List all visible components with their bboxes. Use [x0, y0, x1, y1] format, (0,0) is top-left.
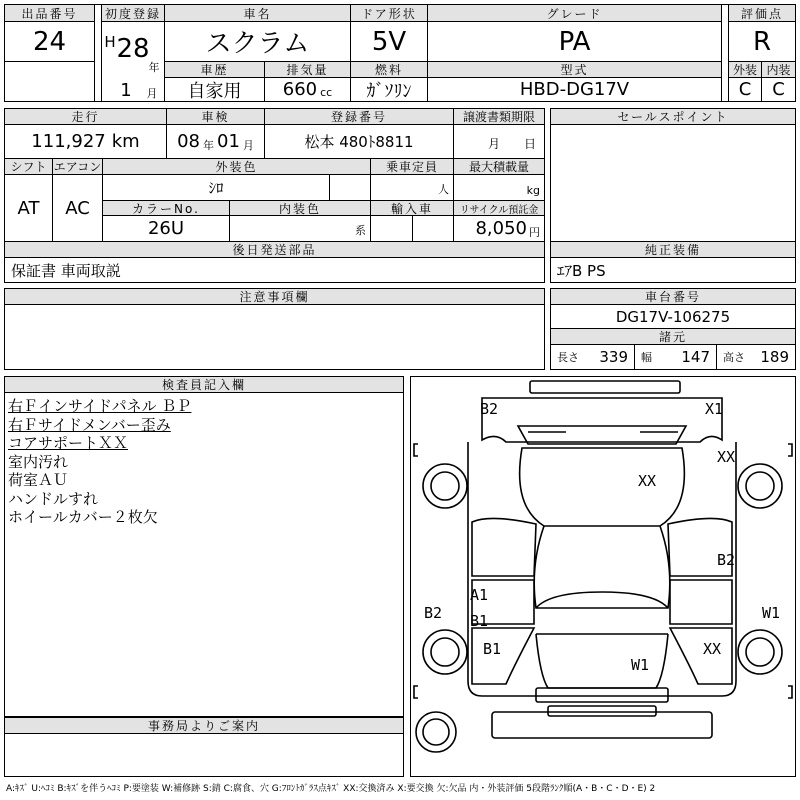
lot-no-label: 出品番号 [5, 5, 95, 22]
inspector-line: ホイールカバー２枚欠 [8, 508, 158, 526]
displacement: 660 [282, 79, 318, 100]
first-reg-label: 初度登録 [101, 5, 165, 22]
displacement-cell [265, 78, 351, 101]
inspector-label: 検査員記入欄 [5, 377, 403, 393]
import-cell [371, 216, 413, 241]
shift: AT [5, 175, 53, 241]
dims-label: 諸元 [551, 329, 795, 345]
later-parts-label: 後日発送部品 [5, 242, 544, 258]
color-no: 26U [103, 216, 230, 241]
door-label: ドア形状 [351, 5, 428, 22]
capacity-label: 乗車定員 [371, 159, 454, 175]
legend: A:ｷｽﾞ U:ﾍｺﾐ B:ｷｽﾞを伴うﾍｺﾐ P:要塗装 W:補修跡 S:錆 C:腐食、穴 G:ﾌﾛﾝﾄｶﾞﾗｽ点ｷｽﾞ XX:交換済み X:要交換 欠:欠品 内・外装評価 5段階ﾗﾝｸ順(A・B・C・D・E) 2 [6, 784, 656, 794]
exterior: C [728, 78, 762, 101]
inspector-notes [8, 397, 191, 527]
equipment: ｴｱB PS [557, 261, 606, 280]
displacement-unit: cc [320, 86, 333, 99]
sales-label: セールスポイント [551, 109, 795, 125]
mileage-label: 走行 [5, 109, 167, 125]
car-name: スクラム [165, 22, 351, 62]
damage-label: A1 [470, 586, 489, 604]
model-label: 型式 [428, 62, 722, 78]
damage-label: XX [638, 472, 657, 490]
height: 189 [760, 348, 789, 366]
length: 339 [599, 348, 628, 366]
notes-label: 注意事項欄 [5, 289, 544, 305]
inspector-line: コアサポートＸＸ [8, 434, 129, 452]
damage-label: W1 [762, 604, 781, 622]
width-cell [635, 345, 717, 369]
grade: PA [428, 22, 722, 62]
fuel-label: 燃料 [351, 62, 428, 78]
displacement-label: 排気量 [265, 62, 351, 78]
ext-color: ｼﾛ [103, 175, 330, 201]
mileage: 111,927 [31, 131, 106, 152]
chassis-no: DG17V-106275 [551, 305, 795, 329]
transfer-day: 日 [523, 137, 536, 151]
month: 1 [120, 79, 132, 101]
score: R [728, 22, 795, 62]
recycle-label: リサイクル預託金 [454, 201, 544, 216]
damage-label: W1 [631, 656, 650, 674]
lot-no: 24 [5, 22, 95, 62]
recycle-unit: 円 [529, 225, 540, 239]
car-name-label: 車名 [165, 5, 351, 22]
era: H [104, 33, 116, 51]
int-color-unit: 系 [230, 216, 371, 241]
recycle: 8,050 [475, 218, 527, 239]
width-label: 幅 [641, 351, 652, 364]
history: 自家用 [165, 78, 265, 101]
damage-label: B2 [717, 551, 736, 569]
mileage-cell [5, 125, 167, 159]
import-cell-2 [413, 216, 454, 241]
color-no-label: カラーNo. [103, 201, 230, 216]
inspector-line: ハンドルすれ [8, 489, 99, 508]
sales-block [550, 108, 796, 242]
chassis-label: 車台番号 [551, 289, 795, 305]
inspector-line: 室内汚れ [8, 452, 69, 471]
ext-color-label: 外装色 [103, 159, 371, 175]
damage-label: B2 [480, 400, 499, 418]
damage-label: B1 [483, 640, 502, 658]
damage-label: X1 [705, 400, 724, 418]
transfer-label: 譲渡書類期限 [454, 109, 544, 125]
fuel: ｶﾞｿﾘﾝ [351, 78, 428, 101]
reg-label: 登録番号 [265, 109, 454, 125]
office-label: 事務局よりご案内 [5, 718, 403, 734]
grade-label: グレード [428, 5, 722, 22]
year-unit: 年 [148, 61, 160, 74]
score-label: 評価点 [728, 5, 795, 22]
ac-label: エアコン [53, 160, 102, 174]
car-diagram [410, 376, 796, 777]
year: 28 [116, 34, 150, 64]
lot-no-blank [5, 62, 95, 101]
mileage-unit: km [111, 131, 140, 152]
inspection-label: 車検 [167, 109, 265, 125]
inspection-year-unit: 年 [203, 138, 214, 152]
capacity-unit: 人 [371, 175, 454, 201]
recycle-cell [454, 216, 544, 241]
inspection-month-unit: 月 [242, 138, 254, 152]
later-parts: 保証書 車両取説 [11, 261, 121, 280]
history-label: 車歴 [165, 62, 265, 78]
damage-label: B2 [424, 604, 443, 622]
inspection-year: 08 [177, 131, 200, 152]
inspector-line: 右Ｆインサイドパネル ＢＰ [8, 397, 192, 415]
door: 5V [351, 22, 428, 62]
month-unit: 月 [146, 87, 158, 100]
max-load-unit: kg [454, 175, 544, 201]
transfer-cell [454, 125, 544, 159]
transfer-month: 月 [487, 137, 500, 151]
shift-label: シフト [5, 159, 53, 175]
height-label: 高さ [723, 351, 745, 364]
damage-label: XX [703, 640, 722, 658]
damage-label: B1 [470, 612, 489, 630]
ac: AC [53, 175, 103, 241]
inspection-cell [167, 125, 265, 159]
reg-no: 松本 480ﾄ8811 [265, 125, 454, 159]
interior-label: 内装 [762, 62, 795, 78]
width: 147 [681, 348, 710, 366]
inspector-line: 右Ｆサイドメンバー歪み [8, 415, 171, 434]
max-load-label: 最大積載量 [454, 159, 544, 175]
inspector-line: 荷室ＡＵ [8, 471, 69, 489]
int-color-label: 内装色 [230, 201, 371, 216]
damage-label: XX [717, 448, 736, 466]
ext-color-extra [330, 175, 371, 201]
equipment-label: 純正装備 [551, 242, 795, 258]
length-cell [551, 345, 635, 369]
model: HBD-DG17V [428, 78, 722, 101]
exterior-label: 外装 [728, 62, 762, 78]
length-label: 長さ [557, 351, 579, 364]
interior: C [772, 79, 785, 100]
import-label: 輸入車 [371, 201, 454, 216]
inspection-month: 01 [217, 131, 240, 152]
height-cell [717, 345, 795, 369]
